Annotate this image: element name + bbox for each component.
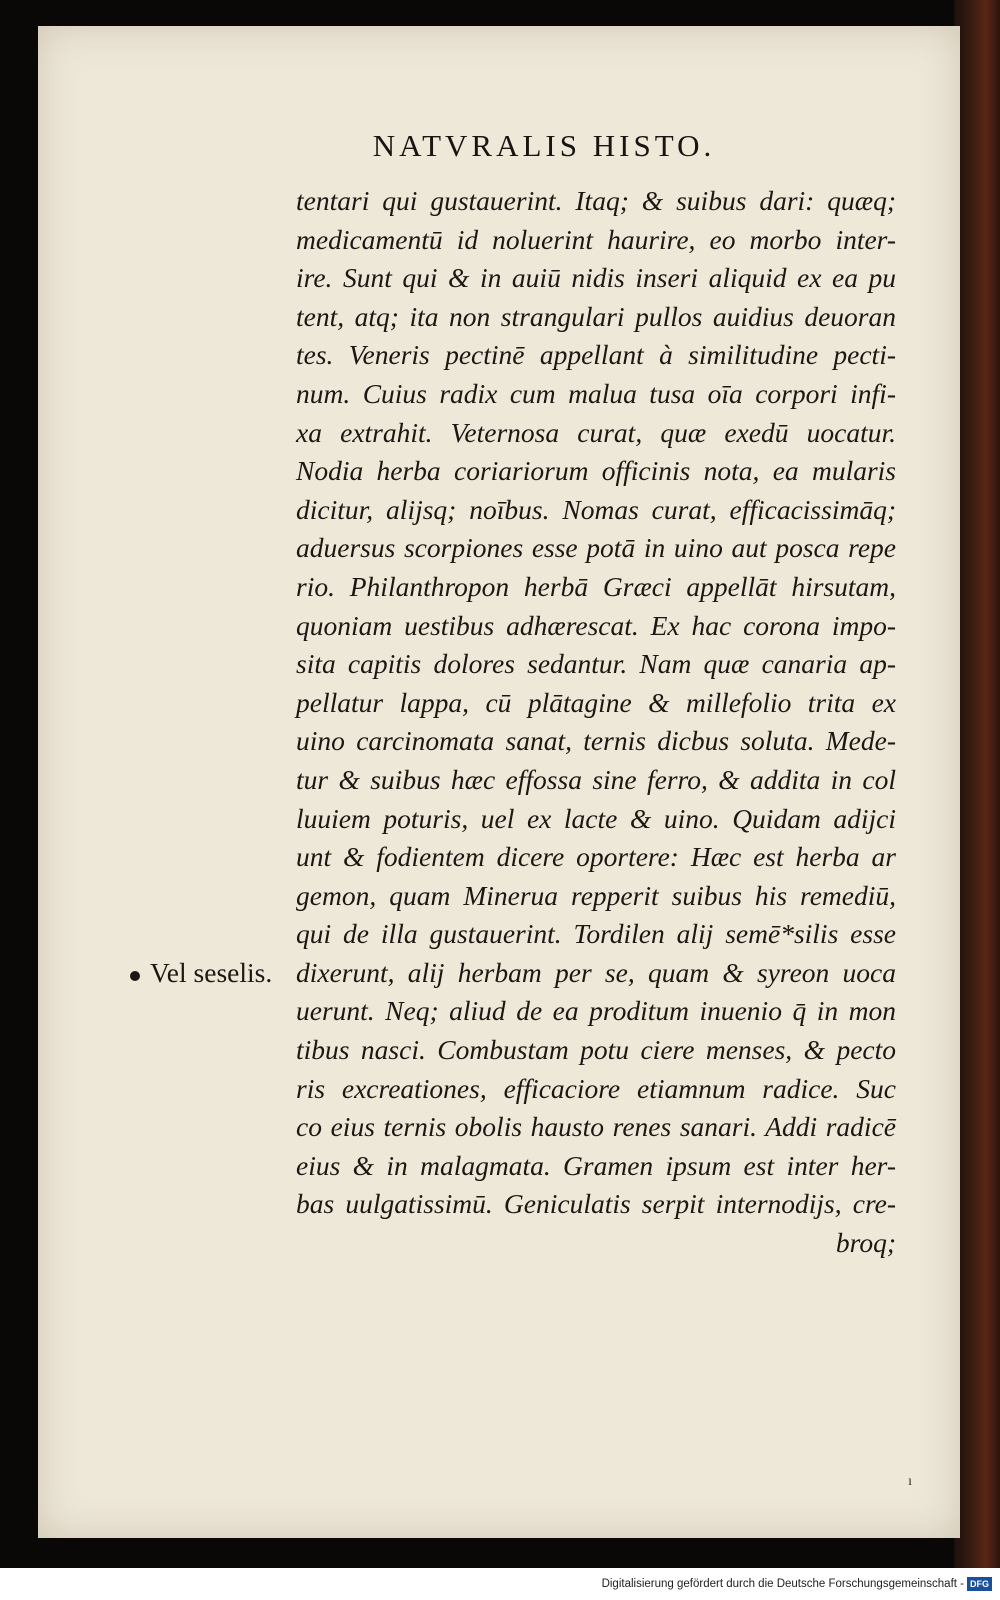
- text-line: luuiem poturis, uel ex lacte & uino. Quidam adijci: [296, 802, 896, 834]
- text-line: tentari qui gustauerint. Itaq; & suibus dari: quæq;: [296, 185, 896, 216]
- text-line: tent, atq; ita non strangulari pullos auidius deuoran: [296, 300, 896, 332]
- dfg-logo: DFG: [967, 1577, 992, 1591]
- text-line: qui de illa gustauerint. Tordilen alij semē*silis esse: [296, 918, 896, 950]
- catchword: broq;: [835, 1227, 896, 1259]
- body-text: [296, 182, 896, 1263]
- text-line: eius & in malagmata. Gramen ipsum est inter her-: [296, 1149, 896, 1181]
- text-line: ire. Sunt qui & in auiū nidis inseri aliquid ex ea pu: [296, 262, 896, 294]
- book-page: [38, 26, 960, 1538]
- bullet-icon: [130, 971, 140, 981]
- text-line: tibus nasci. Combustam potu ciere menses, & pecto: [296, 1034, 896, 1066]
- text-line: Nodia herba coriariorum officinis nota, ea mularis: [296, 455, 896, 487]
- text-line: pellatur lappa, cū plātagine & millefolio trita ex: [296, 686, 896, 718]
- text-line: dicitur, alijsq; noībus. Nomas curat, efficacissimāq;: [296, 493, 896, 525]
- text-line: uino carcinomata sanat, ternis dicbus soluta. Mede-: [296, 725, 896, 757]
- text-line: aduersus scorpiones esse potā in uino aut posca repe: [296, 532, 896, 564]
- text-line: ris excreationes, efficaciore etiamnum radice. Suc: [296, 1072, 896, 1104]
- text-line: uerunt. Neq; aliud de ea proditum inuenio q̄ in mon: [296, 995, 896, 1027]
- text-line: quoniam uestibus adhærescat. Ex hac corona impo-: [296, 609, 896, 641]
- digitization-footer: [0, 1570, 1000, 1598]
- marginal-note: [130, 954, 272, 993]
- text-line: num. Cuius radix cum malua tusa oīa corpori infi-: [296, 377, 896, 409]
- footer-text: Digitalisierung gefördert durch die Deutsche Forschungsgemeinschaft -: [601, 1578, 964, 1590]
- text-line: rio. Philanthropon herbā Græci appellāt hirsutam,: [296, 570, 896, 602]
- text-line: dixerunt, alij herbam per se, quam & syreon uoca: [296, 956, 896, 988]
- text-line: co eius ternis obolis hausto renes sanari. Addi radicē: [296, 1111, 896, 1143]
- text-line: tes. Veneris pectinē appellant à similitudine pecti-: [296, 339, 896, 371]
- running-head: NATVRALIS HISTO.: [372, 128, 716, 163]
- text-line: sita capitis dolores sedantur. Nam quæ canaria ap-: [296, 648, 896, 680]
- text-line: medicamentū id noluerint haurire, eo morbo inter-: [296, 223, 896, 255]
- page-mark: ı: [908, 1474, 912, 1489]
- text-line: bas uulgatissimū. Geniculatis serpit internodijs, cre-: [296, 1188, 896, 1220]
- text-line: tur & suibus hæc effossa sine ferro, & addita in col: [296, 763, 896, 795]
- text-line: xa extrahit. Veternosa curat, quæ exedū uocatur.: [296, 416, 896, 448]
- book-edge: [954, 0, 1000, 1568]
- marginal-note-text: Vel seselis.: [150, 957, 273, 988]
- text-line: gemon, quam Mineruа repperit suibus his remediū,: [296, 879, 896, 911]
- text-line: unt & fodientem dicere oportere: Hæc est herba ar: [296, 841, 896, 873]
